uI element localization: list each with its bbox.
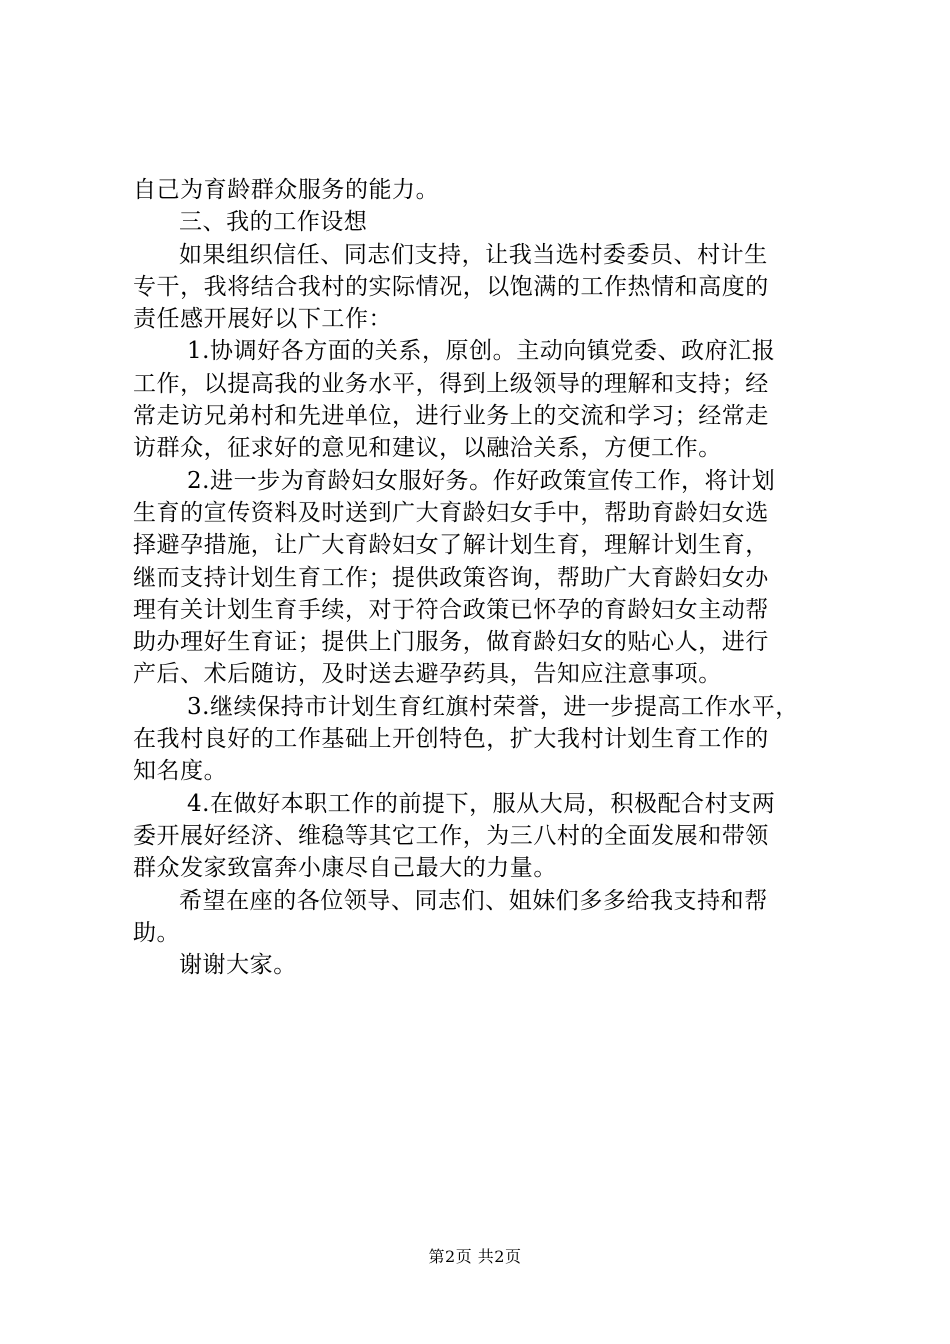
text-line: 择避孕措施，让广大育龄妇女了解计划生育，理解计划生育， bbox=[133, 532, 769, 559]
text-line: 访群众，征求好的意见和建议，以融洽关系，方便工作。 bbox=[133, 435, 722, 462]
text-line: 群众发家致富奔小康尽自己最大的力量。 bbox=[133, 855, 557, 882]
list-item-1: 1.协调好各方面的关系，原创。主动向镇党委、政府汇报 bbox=[187, 338, 776, 365]
text-line: 继而支持计划生育工作；提供政策咨询，帮助广大育龄妇女办 bbox=[133, 564, 769, 591]
list-item-2: 2.进一步为育龄妇女服好务。作好政策宣传工作，将计划 bbox=[187, 467, 776, 494]
text-line: 自己为育龄群众服务的能力。 bbox=[133, 177, 440, 203]
text-line: 委开展好经济、维稳等其它工作，为三八村的全面发展和带领 bbox=[133, 822, 769, 849]
text-line: 希望在座的各位领导、同志们、姐妹们多多给我支持和帮 bbox=[179, 887, 768, 914]
text-line: 专干，我将结合我村的实际情况，以饱满的工作热情和高度的 bbox=[133, 273, 769, 300]
list-item-3: 3.继续保持市计划生育红旗村荣誉，进一步提高工作水平， bbox=[187, 693, 799, 720]
list-item-4: 4.在做好本职工作的前提下，服从大局，积极配合村支两 bbox=[187, 790, 776, 817]
text-line: 产后、术后随访，及时送去避孕药具，告知应注意事项。 bbox=[133, 661, 722, 688]
text-line: 工作，以提高我的业务水平，得到上级领导的理解和支持；经 bbox=[133, 370, 769, 397]
document-body bbox=[133, 174, 833, 981]
page-number-footer: 第2页 共2页 bbox=[428, 1247, 522, 1266]
text-line: 生育的宣传资料及时送到广大育龄妇女手中，帮助育龄妇女选 bbox=[133, 499, 769, 526]
text-line: 理有关计划生育手续，对于符合政策已怀孕的育龄妇女主动帮 bbox=[133, 596, 769, 623]
text-line: 在我村良好的工作基础上开创特色，扩大我村计划生育工作的 bbox=[133, 726, 769, 753]
section-heading: 三、我的工作设想 bbox=[179, 209, 368, 236]
text-line: 助。 bbox=[133, 919, 181, 946]
text-line: 如果组织信任、同志们支持，让我当选村委委员、村计生 bbox=[179, 241, 768, 268]
closing-line: 谢谢大家。 bbox=[179, 952, 297, 979]
text-line: 常走访兄弟村和先进单位，进行业务上的交流和学习；经常走 bbox=[133, 403, 769, 430]
text-line: 知名度。 bbox=[133, 758, 228, 785]
text-line: 助办理好生育证；提供上门服务，做育龄妇女的贴心人，进行 bbox=[133, 629, 769, 656]
text-line: 责任感开展好以下工作： bbox=[133, 306, 393, 333]
